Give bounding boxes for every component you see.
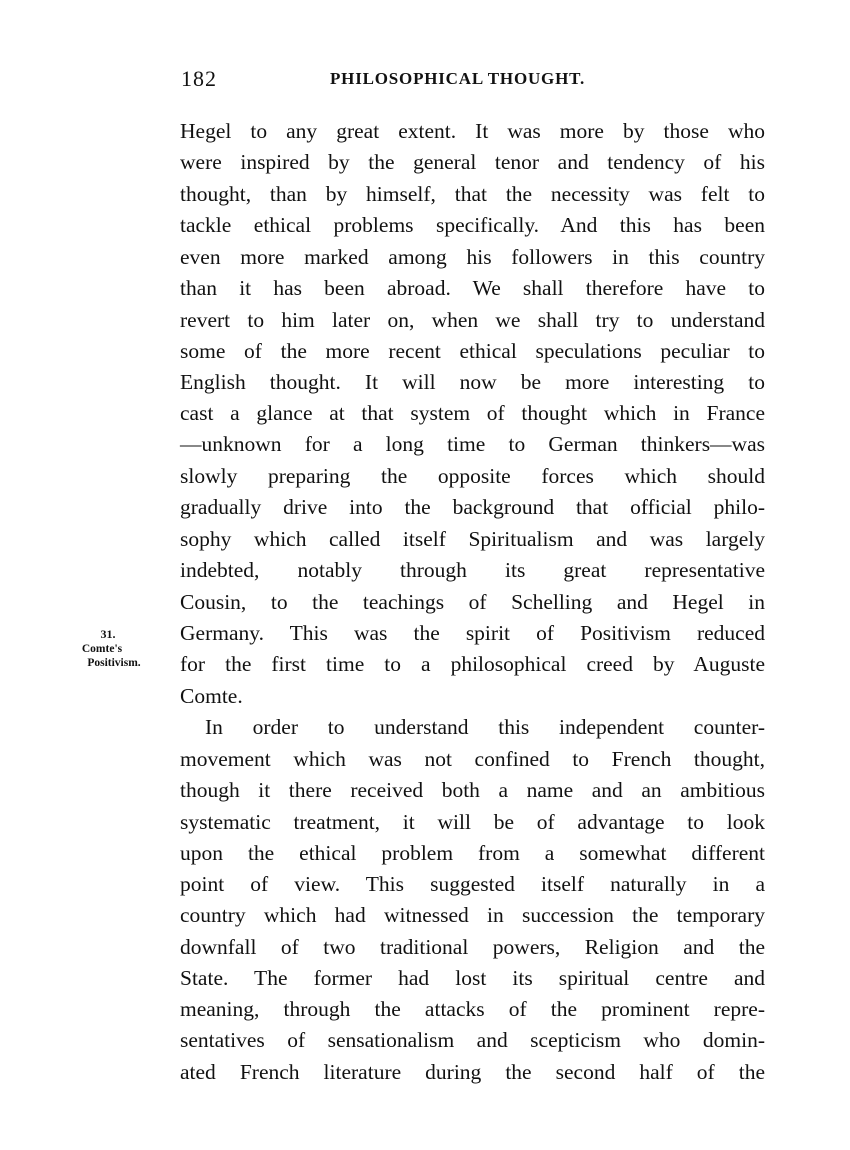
margin-note-line-1: Comte's [81, 643, 123, 655]
text-line: though it there received both a name and an ambitious [180, 778, 765, 802]
text-line: sophy which called itself Spiritualism and was largely [180, 527, 765, 551]
text-line: were inspired by the general tenor and tendency of his [180, 150, 765, 174]
margin-note-line-2: Positivism. [87, 657, 141, 669]
text-line: thought, than by himself, that the necessity was felt to [180, 182, 765, 206]
text-line: Hegel to any great extent. It was more by those who [180, 119, 765, 143]
text-line: some of the more recent ethical speculations peculiar to [180, 339, 765, 363]
text-line: State. The former had lost its spiritual centre and [180, 966, 765, 990]
text-line: indebted, notably through its great representative [180, 558, 765, 582]
text-line: ated French literature during the second half of the [180, 1060, 765, 1084]
text-line: downfall of two traditional powers, Religion and the [180, 935, 765, 959]
text-line: country which had witnessed in succession the temporary [180, 903, 765, 927]
text-line: point of view. This suggested itself naturally in a [180, 872, 765, 896]
text-line: for the first time to a philosophical creed by Auguste [180, 652, 765, 676]
text-line: In order to understand this independent counter- [205, 715, 765, 739]
text-line: than it has been abroad. We shall therefore have to [180, 276, 765, 300]
text-line: upon the ethical problem from a somewhat different [180, 841, 765, 865]
text-line: movement which was not confined to French thought, [180, 747, 765, 771]
text-line: sentatives of sensationalism and scepticism who domin- [180, 1028, 765, 1052]
text-line: gradually drive into the background that official philo- [180, 495, 765, 519]
text-line: tackle ethical problems specifically. And this has been [180, 213, 765, 237]
running-title: PHILOSOPHICAL THOUGHT. [330, 69, 586, 88]
text-line: revert to him later on, when we shall try to understand [180, 308, 765, 332]
page-number: 182 [181, 66, 217, 91]
text-line: Comte. [180, 684, 243, 708]
text-line: Germany. This was the spirit of Positivism reduced [180, 621, 765, 645]
text-line: —unknown for a long time to German thinkers—was [180, 432, 765, 456]
text-line: cast a glance at that system of thought which in France [180, 401, 765, 425]
text-line: meaning, through the attacks of the prominent repre- [180, 997, 765, 1021]
margin-note-number: 31. [100, 627, 116, 641]
text-line: slowly preparing the opposite forces which should [180, 464, 765, 488]
text-line: systematic treatment, it will be of advantage to look [180, 810, 765, 834]
text-line: English thought. It will now be more interesting to [180, 370, 765, 394]
text-line: Cousin, to the teachings of Schelling and Hegel in [180, 590, 765, 614]
text-line: even more marked among his followers in this country [180, 245, 765, 269]
